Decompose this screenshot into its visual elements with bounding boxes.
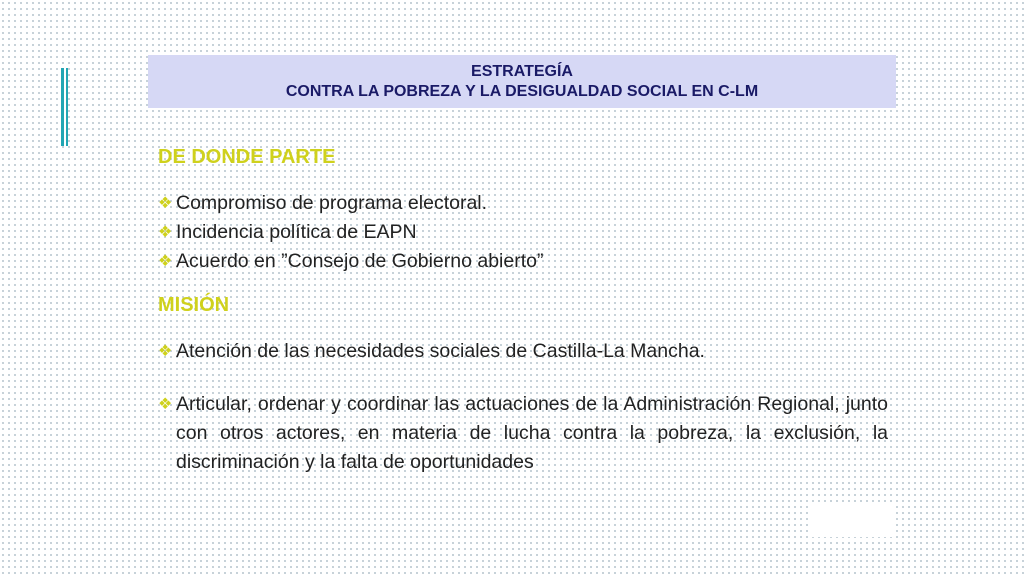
list-item-text: Incidencia política de EAPN xyxy=(176,221,417,243)
diamond-bullet-icon: ❖ xyxy=(158,253,173,270)
list-item-text: Atención de las necesidades sociales de Castilla-La Mancha. xyxy=(176,340,705,362)
list-item xyxy=(158,390,888,477)
diamond-bullet-icon: ❖ xyxy=(158,343,173,360)
white-overlay-box xyxy=(812,505,894,537)
decorative-bar-right xyxy=(66,68,68,146)
list-item xyxy=(158,247,888,276)
title-line-2: CONTRA LA POBREZA Y LA DESIGUALDAD SOCIAL EN C-LM xyxy=(285,82,759,100)
list-item-text: Acuerdo en ”Consejo de Gobierno abierto” xyxy=(176,250,544,272)
list-item xyxy=(158,337,888,366)
origin-list xyxy=(158,189,888,276)
diamond-bullet-icon: ❖ xyxy=(158,224,173,241)
section-heading-origin: DE DONDE PARTE xyxy=(158,146,336,168)
list-item xyxy=(158,218,888,247)
list-item-text: Compromiso de programa electoral. xyxy=(176,192,488,214)
diamond-bullet-icon: ❖ xyxy=(158,396,173,413)
title-line-1: ESTRATEGÍA xyxy=(471,62,573,80)
section-heading-mission: MISIÓN xyxy=(158,294,230,316)
title-banner xyxy=(148,55,896,108)
diamond-bullet-icon: ❖ xyxy=(158,195,173,212)
decorative-bar-left xyxy=(61,68,64,146)
list-item xyxy=(158,189,888,218)
list-item-text: Articular, ordenar y coordinar las actuaciones de la Administración Regional, junto con otros actores, en materia de lucha contra la pobreza, la exclusión, la discriminación y la falta de oportunidades xyxy=(176,393,888,473)
slide-content xyxy=(158,140,888,477)
